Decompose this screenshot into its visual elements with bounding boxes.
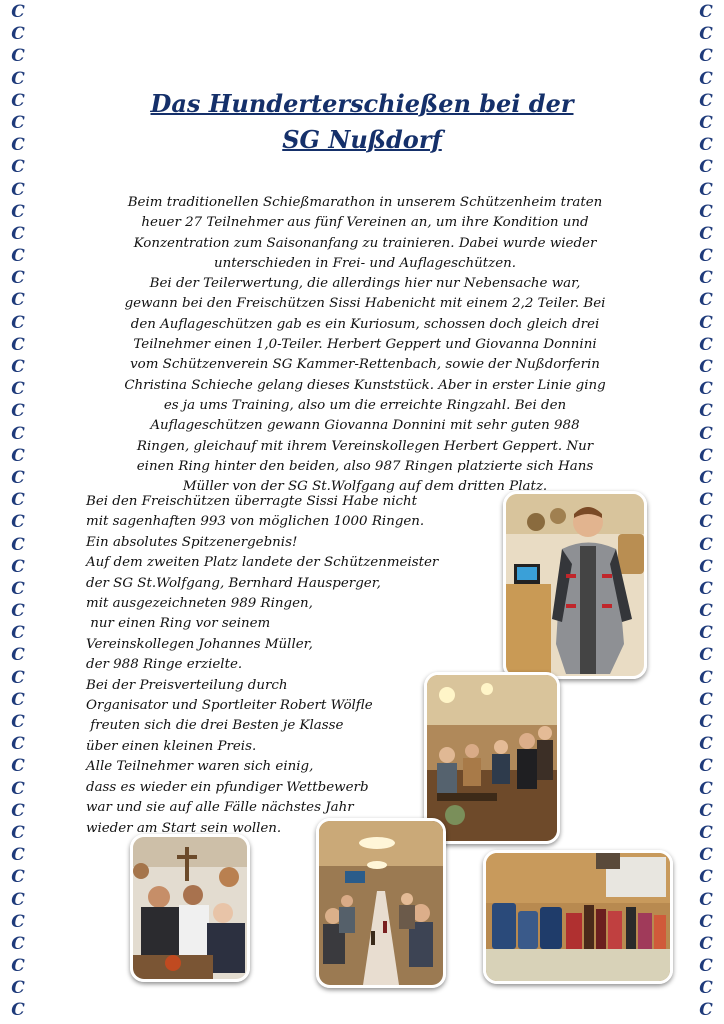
border-ornament-icon: C	[699, 867, 713, 888]
border-ornament-icon: C	[699, 24, 713, 45]
results-line: Alle Teilnehmer waren sich einig,	[86, 759, 314, 775]
border-ornament-icon: C	[699, 845, 713, 866]
border-ornament-icon: C	[11, 490, 25, 511]
border-ornament-icon: C	[11, 512, 25, 533]
border-ornament-icon: C	[699, 822, 713, 843]
border-ornament-icon: C	[699, 601, 713, 622]
border-ornament-icon: C	[11, 268, 25, 289]
border-ornament-icon: C	[11, 623, 25, 644]
results-line: der SG St.Wolfgang, Bernhard Hausperger,	[86, 575, 381, 591]
border-ornament-icon: C	[699, 534, 713, 555]
border-ornament-icon: C	[11, 800, 25, 821]
photo-shooter-portrait	[503, 491, 647, 679]
border-ornament-icon: C	[11, 445, 25, 466]
border-ornament-icon: C	[699, 135, 713, 156]
border-ornament-icon: C	[11, 135, 25, 156]
border-ornament-icon: C	[11, 90, 25, 111]
border-ornament-icon: C	[699, 90, 713, 111]
border-ornament-icon: C	[699, 312, 713, 333]
border-ornament-icon: C	[11, 601, 25, 622]
intro-line: Beim traditionellen Schießmarathon in unserem Schützenheim traten	[127, 195, 603, 210]
border-ornament-icon: C	[11, 956, 25, 977]
border-ornament-icon: C	[699, 357, 713, 377]
border-ornament-icon: C	[11, 845, 25, 866]
intro-line: vom Schützenverein SG Kammer-Rettenbach, sowie der Nußdorferin	[130, 357, 600, 373]
results-line: über einen kleinen Preis.	[86, 738, 257, 754]
border-ornament-icon: C	[11, 911, 25, 932]
border-ornament-icon: C	[699, 645, 713, 666]
border-ornament-icon: C	[699, 223, 713, 244]
border-ornament-icon: C	[699, 467, 713, 488]
results-line: mit ausgezeichneten 989 Ringen,	[86, 596, 313, 612]
results-line: der 988 Ringe erzielte.	[86, 657, 243, 673]
border-ornament-icon: C	[699, 556, 713, 577]
border-ornament-icon: C	[11, 334, 25, 355]
results-line: dass es wieder ein pfundiger Wettbewerb	[86, 779, 369, 795]
border-ornament-icon: C	[699, 379, 713, 400]
intro-line: Christina Schieche gelang dieses Kunststück. Aber in erster Linie ging	[124, 377, 606, 393]
border-ornament-icon: C	[11, 223, 25, 244]
border-ornament-icon: C	[699, 246, 713, 267]
border-ornament-icon: C	[699, 911, 713, 932]
results-line: Bei der Preisverteilung durch	[86, 677, 288, 693]
results-line: nur einen Ring vor seinem	[86, 616, 271, 632]
intro-line: Müller von der SG St.Wolfgang auf dem dritten Platz.	[182, 479, 548, 495]
results-line: Organisator und Sportleiter Robert Wölfle	[86, 698, 373, 714]
border-ornament-icon: C	[11, 889, 25, 910]
border-ornament-icon: C	[699, 889, 713, 910]
border-ornament-icon: C	[699, 445, 713, 466]
border-ornament-icon: C	[699, 290, 713, 311]
border-ornament-icon: C	[699, 268, 713, 289]
border-ornament-icon: C	[699, 2, 713, 22]
border-ornament-icon: C	[11, 467, 25, 488]
intro-line: Ringen, gleichauf mit ihrem Vereinskollegen Herbert Geppert. Nur	[136, 438, 594, 454]
border-ornament-icon: C	[11, 756, 25, 777]
intro-line: einen Ring hinter den beiden, also 987 Ringen platzierte sich Hans	[136, 458, 594, 474]
border-ornament-icon: C	[699, 778, 713, 799]
border-ornament-icon: C	[11, 867, 25, 888]
intro-line: gewann bei den Freischützen Sissi Habenicht mit einem 2,2 Teiler. Bei	[124, 296, 606, 312]
border-ornament-icon: C	[699, 578, 713, 599]
border-ornament-icon: C	[11, 645, 25, 666]
border-ornament-icon: C	[11, 312, 25, 333]
border-ornament-icon: C	[11, 712, 25, 732]
photo-clubhouse-room	[424, 672, 560, 844]
border-ornament-icon: C	[699, 623, 713, 644]
intro-line: Teilnehmer einen 1,0-Teiler. Herbert Geppert und Giovanna Donnini	[133, 337, 597, 353]
border-ornament-icon: C	[11, 24, 25, 45]
title-line-1: Das Hunderterschießen bei der	[150, 89, 574, 118]
border-ornament-icon: C	[699, 956, 713, 977]
results-line: wieder am Start sein wollen.	[86, 820, 282, 836]
border-ornament-icon: C	[11, 112, 25, 133]
border-ornament-icon: C	[11, 822, 25, 843]
border-ornament-icon: C	[11, 68, 25, 89]
border-ornament-icon: C	[11, 978, 25, 999]
border-ornament-icon: C	[11, 246, 25, 267]
right-border-ornament	[692, 0, 720, 1024]
border-ornament-icon: C	[11, 423, 25, 444]
border-ornament-icon: C	[699, 157, 713, 178]
border-ornament-icon: C	[11, 778, 25, 799]
border-ornament-icon: C	[11, 578, 25, 599]
border-ornament-icon: C	[11, 534, 25, 555]
border-ornament-icon: C	[11, 734, 25, 755]
border-ornament-icon: C	[699, 490, 713, 511]
border-ornament-icon: C	[699, 201, 713, 222]
border-ornament-icon: C	[699, 978, 713, 999]
photo-winners-group	[130, 834, 250, 982]
border-ornament-icon: C	[699, 423, 713, 444]
border-ornament-icon: C	[11, 179, 25, 200]
border-ornament-icon: C	[699, 112, 713, 133]
border-ornament-icon: C	[699, 334, 713, 355]
border-ornament-icon: C	[11, 46, 25, 67]
border-ornament-icon: C	[699, 1000, 713, 1021]
border-ornament-icon: C	[11, 401, 25, 422]
intro-line: es ja ums Training, also um die erreichte Ringzahl. Bei den	[163, 397, 567, 413]
border-ornament-icon: C	[699, 734, 713, 755]
border-ornament-icon: C	[699, 179, 713, 200]
border-ornament-icon: C	[699, 800, 713, 821]
border-ornament-icon: C	[699, 667, 713, 688]
results-line: freuten sich die drei Besten je Klasse	[86, 718, 344, 734]
border-ornament-icon: C	[699, 68, 713, 89]
intro-line: Auflageschützen gewann Giovanna Donnini mit sehr guten 988	[150, 418, 580, 434]
intro-line: heuer 27 Teilnehmer aus fünf Vereinen an, um ihre Kondition und	[141, 215, 589, 231]
border-ornament-icon: C	[699, 712, 713, 732]
results-line: Auf dem zweiten Platz landete der Schützenmeister	[86, 555, 439, 571]
photo-long-table	[316, 818, 446, 988]
border-ornament-icon: C	[11, 689, 25, 710]
border-ornament-icon: C	[11, 667, 25, 688]
border-ornament-icon: C	[11, 357, 25, 377]
page-title	[100, 86, 624, 158]
border-ornament-icon: C	[699, 689, 713, 710]
results-line: mit sagenhaften 993 von möglichen 1000 Ringen.	[86, 514, 425, 530]
border-ornament-icon: C	[11, 933, 25, 954]
border-ornament-icon: C	[699, 401, 713, 422]
photo-prize-table	[483, 850, 673, 984]
intro-paragraph	[84, 193, 646, 497]
intro-line: unterschieden in Frei- und Auflageschützen.	[213, 255, 517, 271]
border-ornament-icon: C	[11, 157, 25, 178]
border-ornament-icon: C	[11, 1000, 25, 1021]
intro-line: Konzentration zum Saisonanfang zu trainieren. Dabei wurde wieder	[133, 235, 597, 251]
results-line: Bei den Freischützen überragte Sissi Habe nicht	[86, 494, 418, 509]
title-line-2: SG Nußdorf	[282, 125, 442, 154]
border-ornament-icon: C	[699, 512, 713, 533]
results-line: Ein absolutes Spitzenergebnis!	[86, 534, 298, 550]
border-ornament-icon: C	[11, 290, 25, 311]
left-border-ornament	[4, 0, 32, 1024]
border-ornament-icon: C	[11, 556, 25, 577]
border-ornament-icon: C	[699, 46, 713, 67]
intro-line: den Auflageschützen gab es ein Kuriosum, schossen doch gleich drei	[130, 316, 600, 332]
border-ornament-icon: C	[699, 756, 713, 777]
border-ornament-icon: C	[11, 2, 25, 22]
border-ornament-icon: C	[11, 379, 25, 400]
intro-line: Bei der Teilerwertung, die allerdings hier nur Nebensache war,	[149, 276, 581, 292]
results-line: Vereinskollegen Johannes Müller,	[86, 636, 313, 652]
border-ornament-icon: C	[11, 201, 25, 222]
border-ornament-icon: C	[699, 933, 713, 954]
results-line: war und sie auf alle Fälle nächstes Jahr	[86, 800, 354, 816]
